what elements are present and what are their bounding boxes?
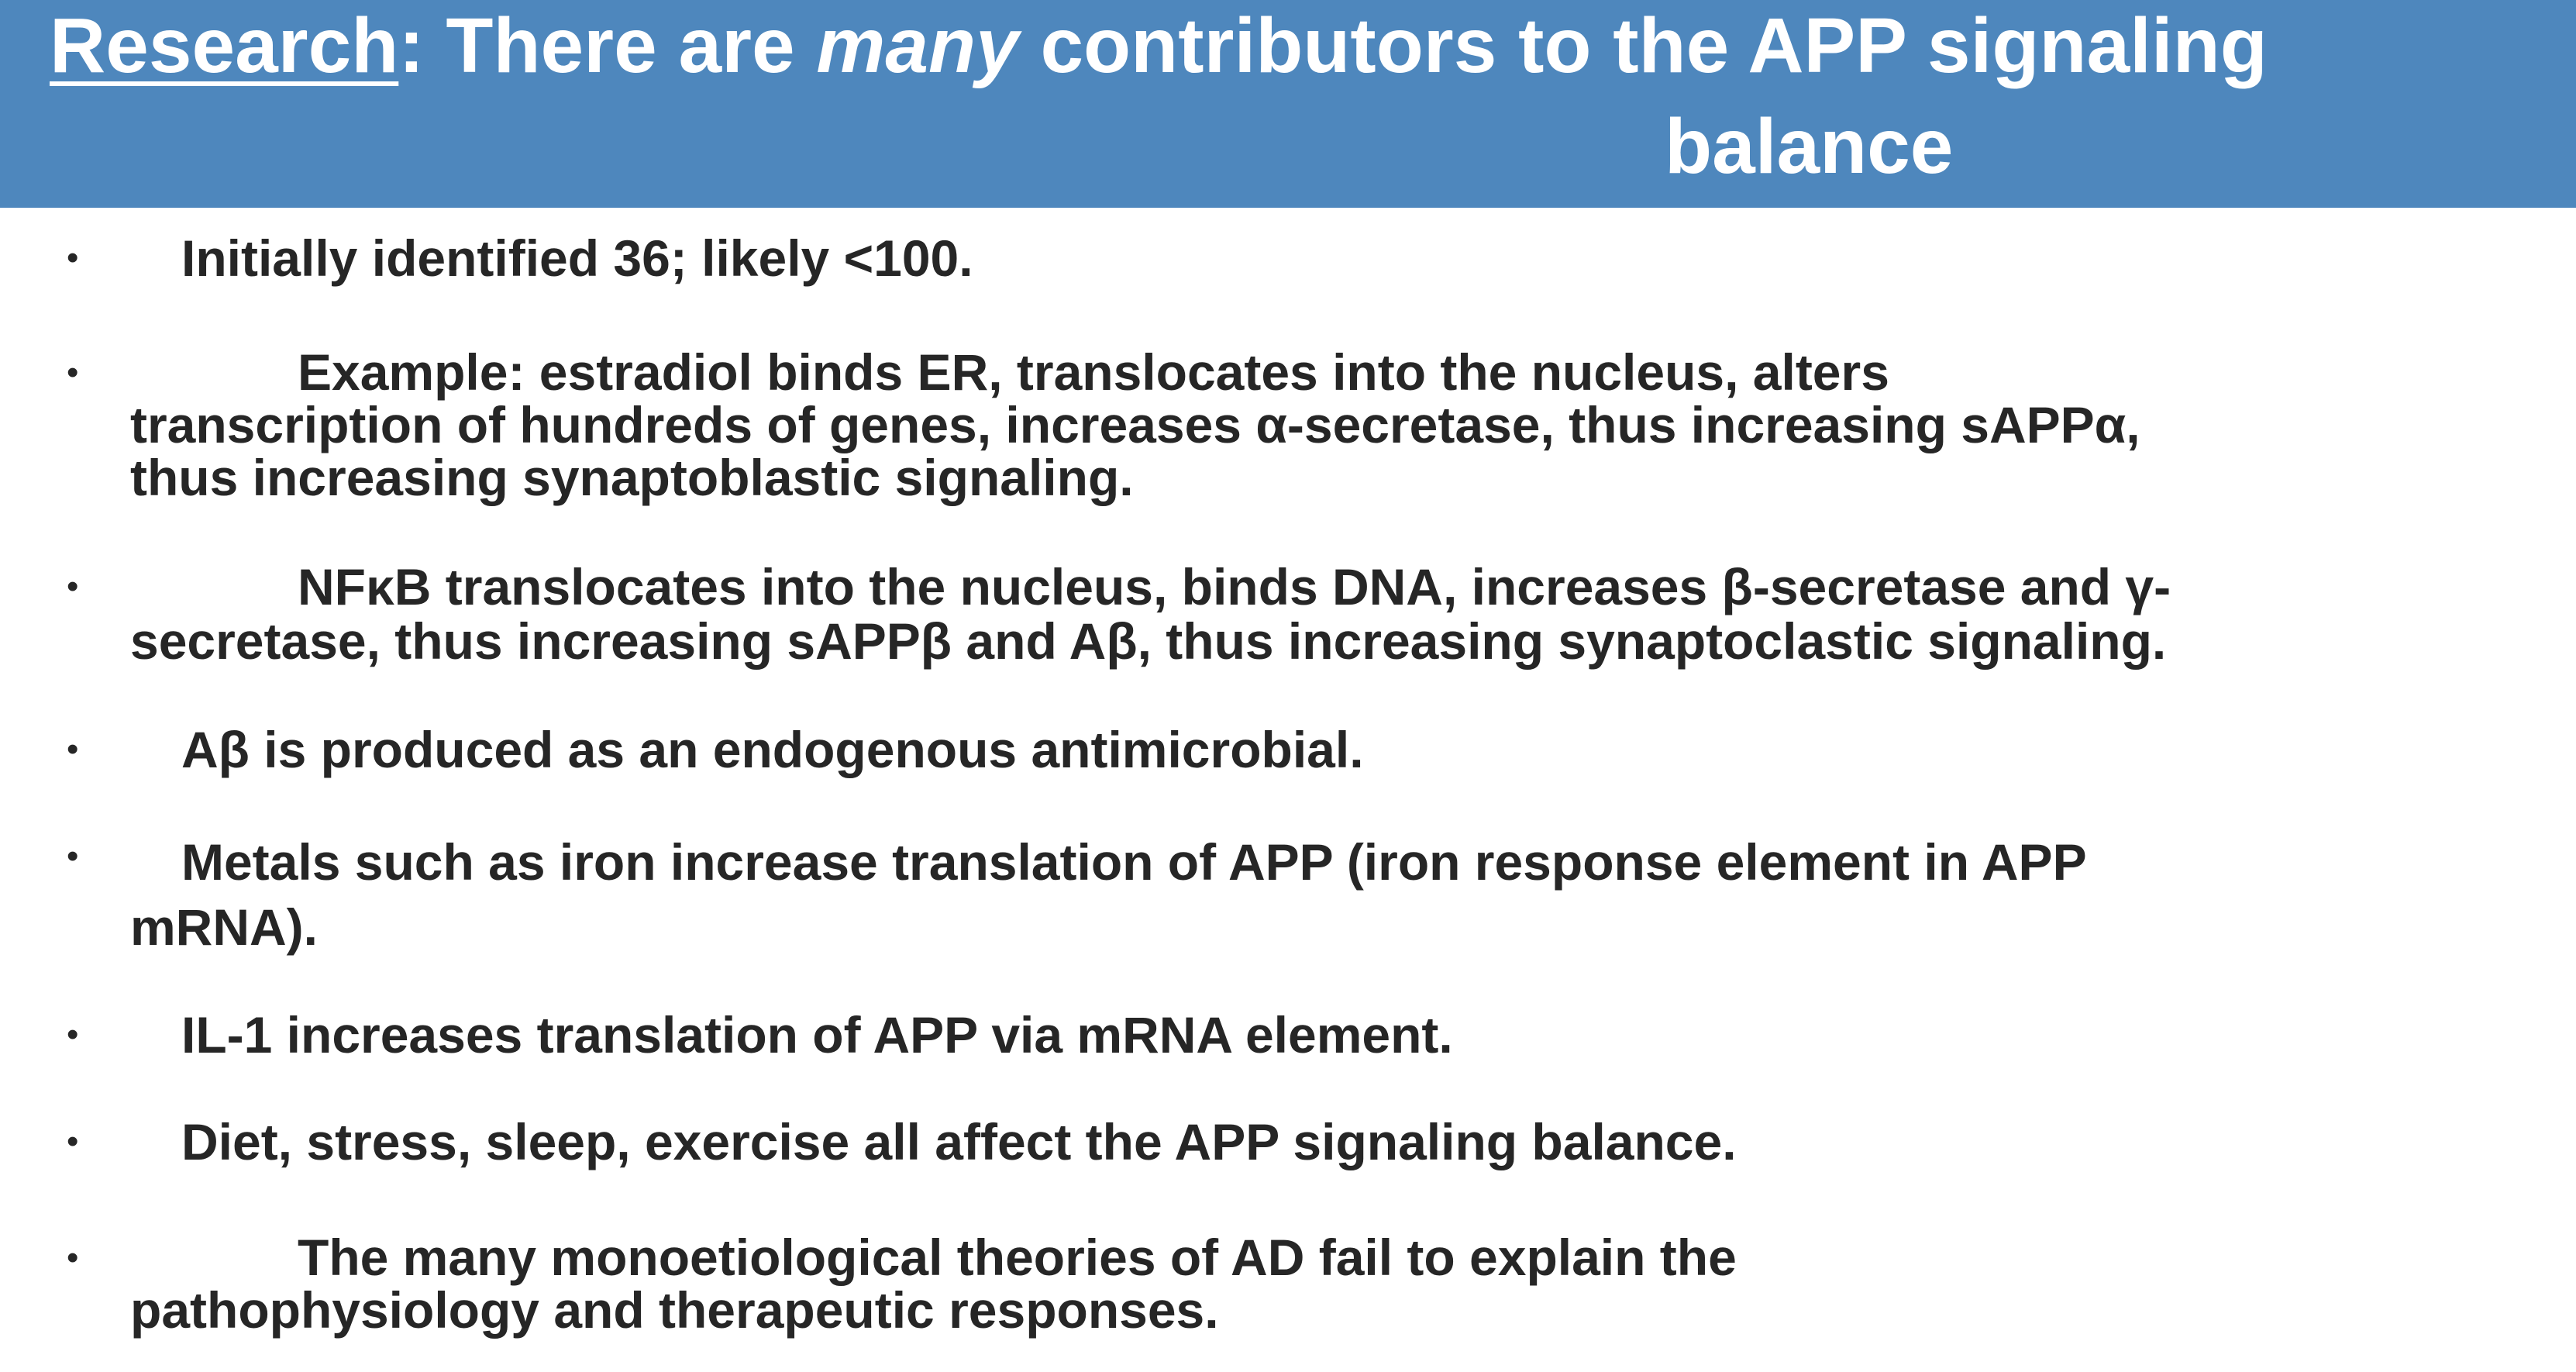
bullet-text [130, 722, 2378, 777]
bullet-line: NFκB translocates into the nucleus, binds DNA, increases β-secretase and γ- [298, 558, 2171, 615]
bullet-dot: • [67, 1122, 79, 1160]
bullet-text [130, 1115, 2378, 1169]
bullet-line: pathophysiology and therapeutic responses. [130, 1281, 1219, 1339]
slide-title [50, 3, 2268, 88]
bullet-dot: • [67, 1239, 79, 1277]
bullet-line: Example: estradiol binds ER, translocates into the nucleus, alters [298, 343, 1889, 401]
title-research-link[interactable]: Research [50, 2, 399, 89]
bullet-dot: • [67, 567, 79, 605]
title-text-part2: contributors to the APP signaling [1018, 2, 2268, 89]
bullet-line: Diet, stress, sleep, exercise all affect the APP signaling balance. [181, 1113, 1737, 1170]
bullet-line: IL-1 increases translation of APP via mRNA element. [181, 1006, 1453, 1063]
bullet-text [130, 1229, 2378, 1339]
title-bar [0, 0, 2576, 208]
bullet-line: Initially identified 36; likely <100. [181, 229, 973, 287]
bullet-text [130, 1008, 2378, 1062]
bullet-line: thus increasing synaptoblastic signaling. [130, 449, 1134, 506]
bullet-text [130, 560, 2378, 668]
bullet-line: Metals such as iron increase translation of APP (iron response element in APP [181, 833, 2087, 891]
title-line-2: balance [1665, 103, 1954, 190]
bullet-dot: • [67, 353, 79, 391]
bullet-line: secretase, thus increasing sAPPβ and Aβ, thus increasing synaptoclastic signaling. [130, 612, 2167, 670]
bullet-dot: • [67, 837, 79, 875]
title-emphasis: many [816, 2, 1019, 89]
bullet-text [130, 231, 2378, 285]
bullet-line: mRNA). [130, 898, 318, 956]
bullet-line: Aβ is produced as an endogenous antimicrobial. [181, 721, 1364, 778]
bullet-text [130, 829, 2378, 960]
bullet-line: The many monoetiological theories of AD fail to explain the [298, 1229, 1737, 1286]
bullet-dot: • [67, 1015, 79, 1053]
bullet-dot: • [67, 730, 79, 768]
title-text-part1: : There are [398, 2, 817, 89]
bullet-line: transcription of hundreds of genes, increases α-secretase, thus increasing sAPPα, [130, 396, 2140, 453]
bullet-text [130, 343, 2378, 506]
bullet-dot: • [67, 239, 79, 277]
